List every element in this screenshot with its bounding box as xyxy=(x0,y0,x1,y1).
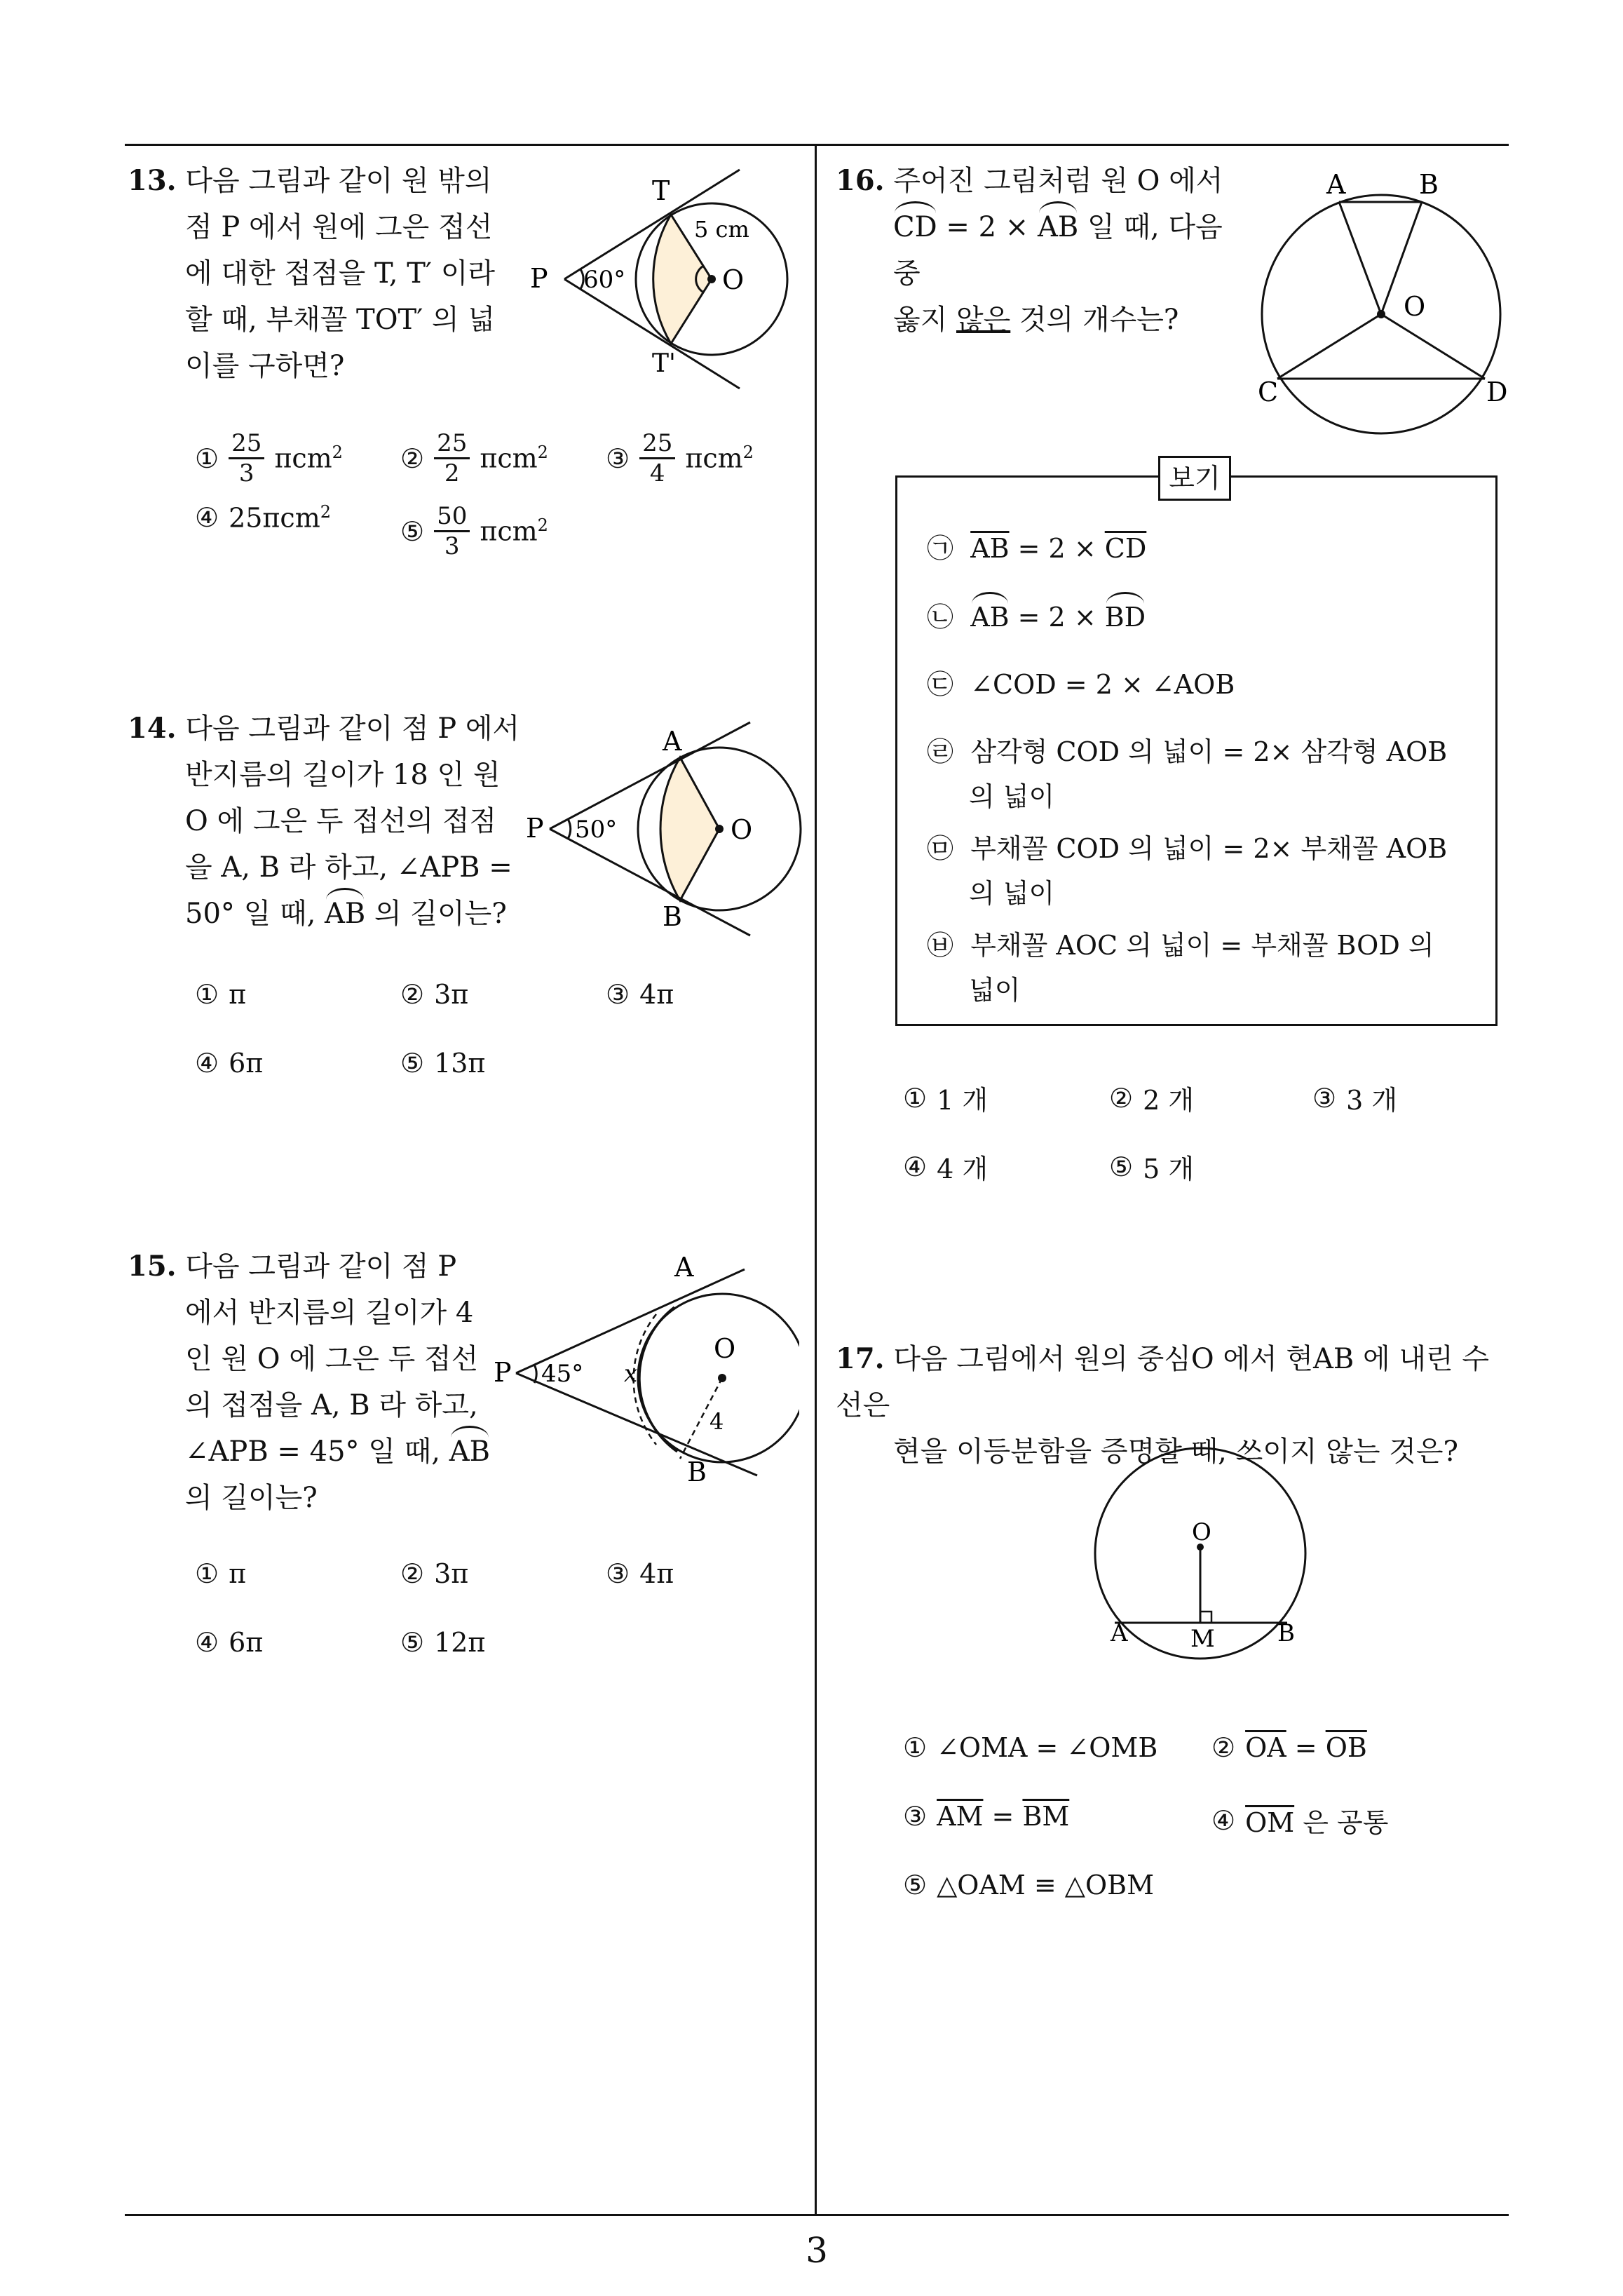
choice-1[interactable]: ① π xyxy=(195,1558,247,1589)
label-angle: 45° xyxy=(541,1360,584,1388)
choice-5[interactable]: ⑤ 12π xyxy=(400,1627,486,1658)
question-13-line: 에 대한 접점을 T, T′ 이라 xyxy=(185,257,495,290)
question-15-line: 15. 다음 그림과 같이 점 P xyxy=(128,1250,457,1283)
question-16 xyxy=(836,158,1256,343)
label-M: M xyxy=(1190,1625,1215,1653)
box-item-4: ㉣ 삼각형 COD 의 넓이 = 2× 삼각형 AOB 의 넓이 xyxy=(927,736,1448,812)
choice-3[interactable]: ③ $\overline{AM} = \overline{BM}$ xyxy=(903,1801,1070,1832)
choice-mark: ④ xyxy=(195,502,219,534)
choice-3[interactable]: ③ 4π xyxy=(606,979,674,1010)
label-angle: 50° xyxy=(575,816,618,844)
label-B: B xyxy=(687,1457,707,1487)
radius-OD xyxy=(1381,314,1485,379)
label-angle: 60° xyxy=(583,266,626,294)
choice-5[interactable]: ⑤ 13π xyxy=(400,1048,486,1079)
q17-figure xyxy=(1094,1445,1318,1669)
choice-5[interactable]: ⑤ 5 개 xyxy=(1109,1151,1195,1184)
question-number: 13. xyxy=(128,164,177,197)
label-x: x xyxy=(624,1360,638,1388)
box-item-3: ㉢ ∠COD = 2 × ∠AOB xyxy=(927,669,1235,700)
angle-arc xyxy=(568,819,571,839)
choice-2[interactable]: ② 3π xyxy=(400,1558,469,1589)
q16-figure xyxy=(1248,168,1514,435)
choice-2[interactable]: ② 2 개 xyxy=(1109,1082,1195,1116)
choice-1[interactable]: ① $\frac{25}{3}$ πcm$^2$ xyxy=(195,429,343,487)
choice-5[interactable]: ⑤ △OAM ≡ △OBM xyxy=(903,1870,1155,1900)
choice-4[interactable]: ④ 4 개 xyxy=(903,1151,989,1184)
question-16-line: 16. 주어진 그림처럼 원 O 에서 xyxy=(836,164,1223,197)
choice-1[interactable]: ① 1 개 xyxy=(903,1082,989,1116)
question-15-line: 의 길이는? xyxy=(185,1482,318,1514)
question-16-line: 옳지 않은 것의 개수는? xyxy=(893,304,1179,336)
radius-OC xyxy=(1277,314,1381,379)
choice-1[interactable]: ① ∠OMA = ∠OMB xyxy=(903,1732,1158,1763)
choice-1[interactable]: ① π xyxy=(195,979,247,1010)
question-14-line: O 에 그은 두 접선의 접점 xyxy=(185,805,497,837)
choice-4[interactable]: ④ 6π xyxy=(195,1048,264,1079)
question-14-line: 50° 일 때, AB 의 길이는? xyxy=(128,891,520,937)
question-14-line: 반지름의 길이가 18 인 원 xyxy=(185,759,501,791)
label-C: C xyxy=(1258,377,1279,407)
question-15-line: 의 접점을 A, B 라 하고, xyxy=(185,1389,478,1422)
choice-4[interactable]: ④ 25πcm$^2$ xyxy=(195,502,332,534)
fraction: $\frac{50}{3}$ xyxy=(434,502,470,560)
top-rule xyxy=(125,144,1509,146)
question-17-line: 현을 이등분함을 증명할 때, 쓰이지 않는 것은? xyxy=(893,1436,1458,1468)
choice-2[interactable]: ② $\overline{OA} = \overline{OB}$ xyxy=(1211,1732,1367,1763)
angle-arc xyxy=(534,1365,536,1383)
tangent-line xyxy=(550,722,750,829)
label-D: D xyxy=(1486,377,1508,407)
q15-figure xyxy=(491,1255,799,1494)
label-A: A xyxy=(1111,1619,1128,1647)
label-A: A xyxy=(1326,169,1346,200)
radius-OA xyxy=(1339,202,1381,314)
fraction: $\frac{25}{2}$ xyxy=(434,429,470,487)
question-13 xyxy=(128,158,520,389)
label-radius: 5 cm xyxy=(694,216,749,243)
question-number: 14. xyxy=(128,712,177,745)
question-15-line: ∠APB = 45° 일 때, AB xyxy=(128,1429,506,1475)
question-14-line: 14. 다음 그림과 같이 점 P 에서 xyxy=(128,712,520,745)
question-15 xyxy=(128,1243,506,1521)
label-O: O xyxy=(714,1333,736,1364)
question-13-line: 13. 다음 그림과 같이 원 밖의 xyxy=(128,164,492,197)
choice-3[interactable]: ③ $\frac{25}{4}$ πcm$^2$ xyxy=(606,429,754,487)
choice-mark: ② xyxy=(400,443,425,474)
choice-3[interactable]: ③ 3 개 xyxy=(1312,1082,1398,1116)
label-P: P xyxy=(530,263,548,294)
question-13-line: 이를 구하면? xyxy=(185,350,345,382)
question-15-line: 에서 반지름의 길이가 4 xyxy=(185,1297,474,1329)
tangent-line xyxy=(516,1269,745,1373)
label-A: A xyxy=(663,726,682,757)
choice-2[interactable]: ② $\frac{25}{2}$ πcm$^2$ xyxy=(400,429,548,487)
arc-AB: AB xyxy=(325,891,365,937)
question-13-line: 점 P 에서 원에 그은 접선 xyxy=(185,211,493,243)
center-dot xyxy=(1377,310,1385,318)
label-O: O xyxy=(1192,1518,1211,1546)
bottom-rule xyxy=(125,2214,1509,2216)
box-item-5: ㉤ 부채꼴 COD 의 넓이 = 2× 부채꼴 AOB 의 넓이 xyxy=(927,833,1448,909)
label-A: A xyxy=(674,1255,694,1283)
question-16-line: CD = 2 × AB 일 때, 다음 중 xyxy=(836,204,1256,297)
question-number: 17. xyxy=(836,1342,885,1375)
question-14 xyxy=(128,705,520,937)
choice-mark: ① xyxy=(195,443,219,474)
arc-AB: AB xyxy=(449,1429,490,1475)
question-17-line: 17. 다음 그림에서 원의 중심O 에서 현AB 에 내린 수선은 xyxy=(836,1342,1489,1422)
example-box-title: 보기 xyxy=(1158,456,1231,501)
page-number: 3 xyxy=(806,2230,828,2271)
question-number: 16. xyxy=(836,164,885,197)
fraction: $\frac{25}{3}$ xyxy=(229,429,264,487)
question-15-line: 인 원 O 에 그은 두 접선 xyxy=(185,1343,479,1375)
box-item-1: ㉠ $\overline{AB} = 2 \times \overline{CD}$ xyxy=(927,533,1147,564)
label-P: P xyxy=(494,1357,512,1388)
box-item-6: ㉥ 부채꼴 AOC 의 넓이 = 부채꼴 BOD 의 넓이 xyxy=(927,930,1434,1006)
tangent-line xyxy=(550,829,750,936)
choice-2[interactable]: ② 3π xyxy=(400,979,469,1010)
q14-figure xyxy=(519,715,806,940)
center-dot xyxy=(718,1374,726,1382)
choice-4[interactable]: ④ 6π xyxy=(195,1627,264,1658)
label-O: O xyxy=(731,814,753,845)
question-14-line: 을 A, B 라 하고, ∠APB = xyxy=(185,851,512,884)
arc-AB-highlight xyxy=(639,1307,677,1452)
fraction: $\frac{25}{4}$ xyxy=(639,429,675,487)
choice-5[interactable]: ⑤ $\frac{50}{3}$ πcm$^2$ xyxy=(400,502,548,560)
label-B: B xyxy=(1277,1619,1295,1647)
question-number: 15. xyxy=(128,1250,177,1283)
q13-figure xyxy=(519,168,799,400)
label-P: P xyxy=(526,813,544,844)
sector-shade xyxy=(660,757,719,900)
label-B: B xyxy=(663,901,682,932)
label-O: O xyxy=(1404,291,1426,322)
label-T-prime: T' xyxy=(652,349,676,378)
label-radius: 4 xyxy=(709,1408,724,1435)
question-13-line: 할 때, 부채꼴 TOT′ 의 넓 xyxy=(185,304,496,336)
choice-4[interactable]: ④ $\overline{OM}$ 은 공통 xyxy=(1211,1804,1389,1838)
center-dot xyxy=(715,825,724,833)
column-divider xyxy=(815,144,817,2216)
box-item-2: ㉡ AB = 2 × BD xyxy=(927,595,1146,640)
choice-mark: ⑤ xyxy=(400,515,425,547)
label-O: O xyxy=(722,264,745,295)
label-T: T xyxy=(652,175,670,206)
choice-3[interactable]: ③ 4π xyxy=(606,1558,674,1589)
choice-mark: ③ xyxy=(606,443,630,474)
center-dot xyxy=(707,275,716,283)
label-B: B xyxy=(1419,169,1439,200)
right-angle-mark xyxy=(1200,1612,1211,1623)
